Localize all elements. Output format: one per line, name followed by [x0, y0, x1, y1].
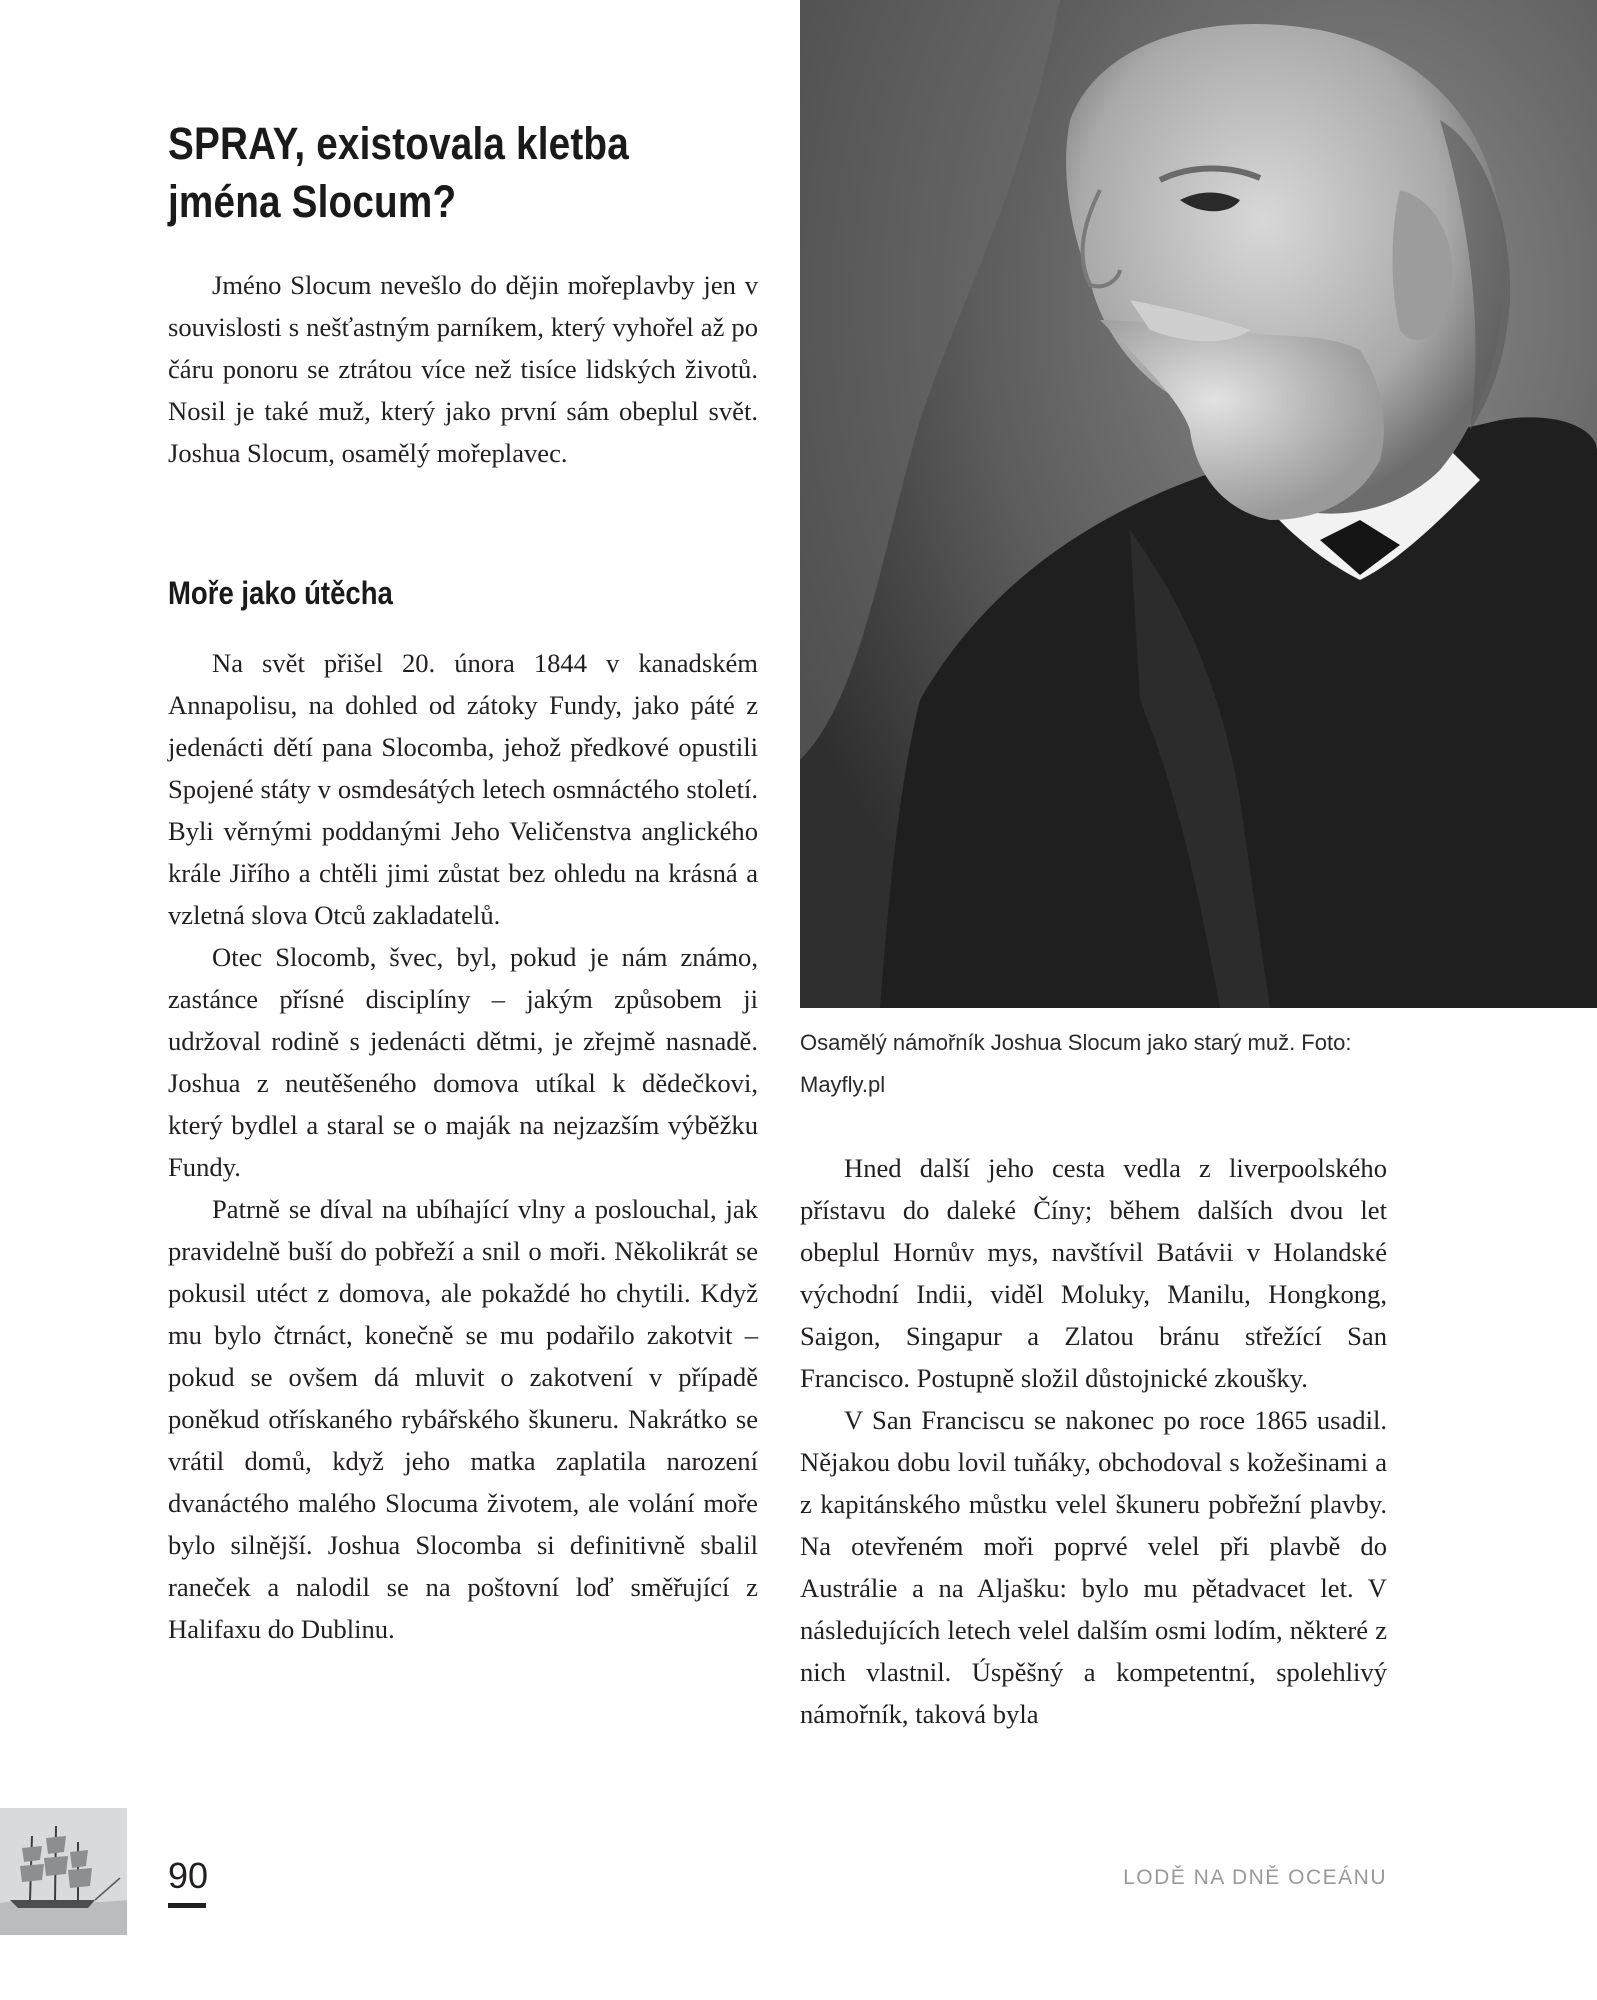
intro-paragraph: Jméno Slocum nevešlo do dějin mořeplavby jen v souvislosti s nešťastným parníkem, který vyhořel až po čáru ponoru se ztrátou více než tisíce lidských životů. Nosil je také muž, který jako první sám obeplul svět. Joshua Slocum, osamělý mořeplavec.: [168, 270, 758, 468]
body-paragraph: Na svět přišel 20. února 1844 v kanadském Annapolisu, na dohled od zátoky Fundy, jako páté z jedenácti dětí pana Slocomba, jehož předkové opustili Spojené státy v osmdesátých letech osmnáctého století. Byli věrnými poddanými Jeho Veličenstva anglického krále Jiřího a chtěli jimi zůstat bez ohledu na krásná a vzletná slova Otců zakladatelů.: [168, 648, 758, 930]
running-head: LODĚ NA DNĚ OCEÁNU: [1123, 1866, 1387, 1889]
body-paragraph: V San Franciscu se nakonec po roce 1865 usadil. Nějakou dobu lovil tuňáky, obchodoval s kožešinami a z kapitánského můstku velel škuneru pobřežní plavby. Na otevřeném moři poprvé velel při plavbě do Austrálie a na Aljašku: bylo mu pětadvacet let. V následujících letech velel dalším osmi lodím, některé z nich vlastnil. Úspěšný a kompetentní, spolehlivý námořník, taková byla: [800, 1405, 1387, 1729]
page-number: 90: [168, 1855, 209, 1896]
ship-thumbnail: [0, 1808, 127, 1935]
section-heading: Moře jako útěcha: [168, 575, 393, 611]
photo-caption: Osamělý námořník Joshua Slocum jako starý muž. Foto: Mayfly.pl: [800, 1030, 1352, 1097]
intro-column: [168, 264, 758, 474]
portrait-illustration: [800, 0, 1597, 1008]
left-body-column: [168, 642, 758, 1650]
body-paragraph: Patrně se díval na ubíhající vlny a poslouchal, jak pravidelně buší do pobřeží a snil o moři. Několikrát se pokusil utéct z domova, ale pokaždé ho chytili. Když mu bylo čtrnáct, konečně se mu podařilo zakotvit – pokud se ovšem dá mluvit o zakotvení v případě poněkud otřískaného rybářského škuneru. Nakrátko se vrátil domů, když jeho matka zaplatila narození dvanáctého malého Slocuma životem, ale volání moře bylo silnější. Joshua Slocomba si definitivně sbalil raneček a nalodil se na poštovní loď směřující z Halifaxu do Dublinu.: [168, 1194, 758, 1644]
right-body-column: [800, 1147, 1387, 1735]
page-number-underline: [168, 1903, 206, 1908]
body-paragraph: Otec Slocomb, švec, byl, pokud je nám známo, zastánce přísné disciplíny – jakým způsobem ji udržoval rodině s jedenácti dětmi, je zřejmě nasnadě. Joshua z neutěšeného domova utíkal k dědečkovi, který bydlel a staral se o maják na nejzazším výběžku Fundy.: [168, 942, 758, 1182]
article-title: SPRAY, existovala kletba jména Slocum?: [168, 118, 629, 227]
portrait-photo: [800, 0, 1597, 1008]
sailing-ship-icon: [0, 1808, 127, 1935]
body-paragraph: Hned další jeho cesta vedla z liverpoolského přístavu do daleké Číny; během dalších dvou let obeplul Hornův mys, navštívil Batávii v Holandské východní Indii, viděl Moluky, Manilu, Hongkong, Saigon, Singapur a Zlatou bránu střežící San Francisco. Postupně složil důstojnické zkoušky.: [800, 1153, 1387, 1393]
